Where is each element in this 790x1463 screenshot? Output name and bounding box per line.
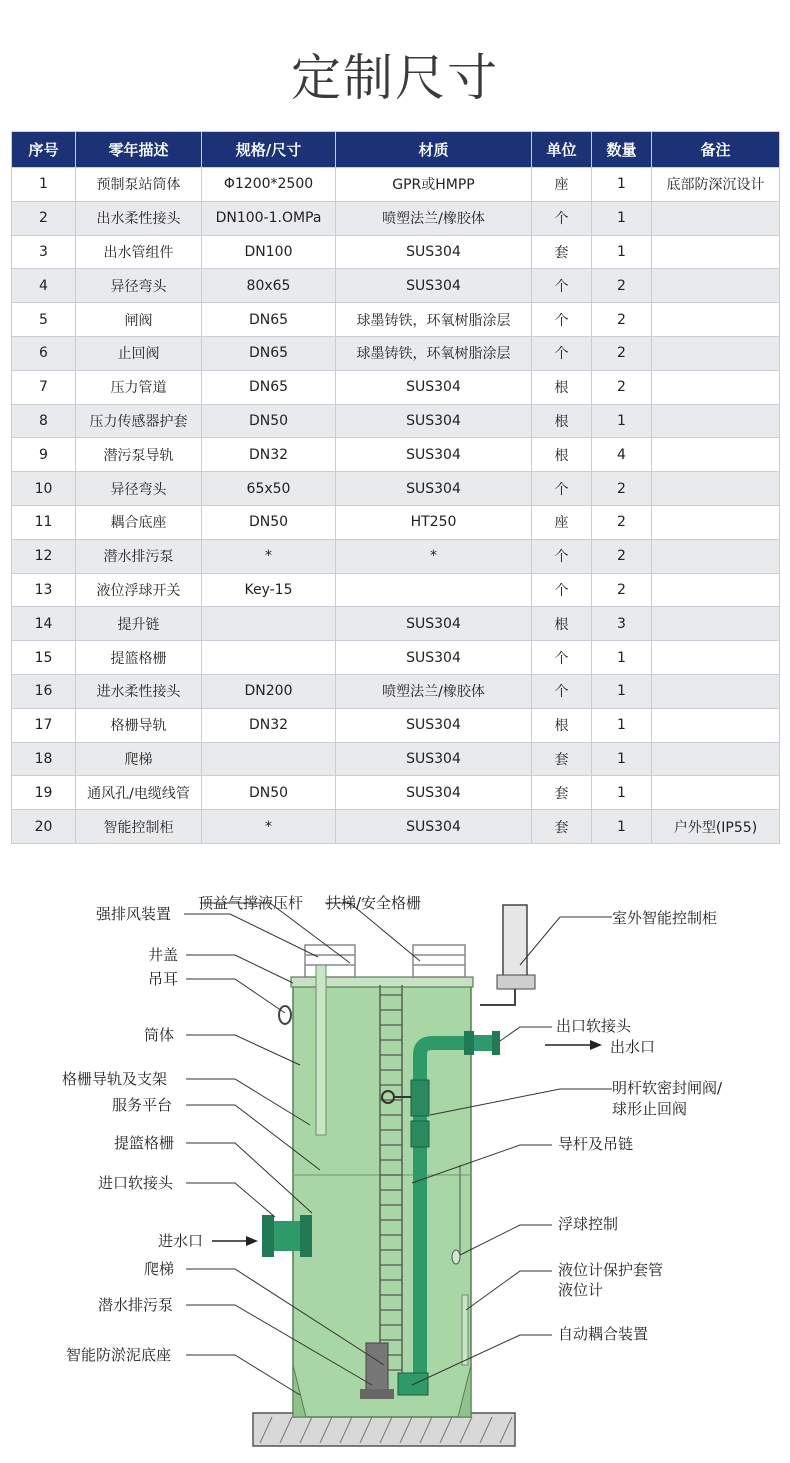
label-strut: 顶益气撑液压杆	[198, 894, 304, 912]
table-cell: 个	[532, 303, 592, 337]
table-cell	[652, 708, 780, 742]
label-valves-1: 明杆软密封闸阀/	[612, 1079, 723, 1097]
lug-icon	[279, 1006, 291, 1024]
table-row	[12, 201, 780, 235]
table-cell: DN100	[202, 235, 336, 269]
table-cell: 12	[12, 539, 76, 573]
label-cover: 井盖	[148, 946, 179, 964]
table-cell: 根	[532, 404, 592, 438]
table-cell: DN32	[202, 438, 336, 472]
cabinet-icon	[503, 905, 527, 977]
label-ladder: 爬梯	[144, 1260, 175, 1278]
table-row	[12, 573, 780, 607]
table-cell: SUS304	[336, 607, 532, 641]
outlet-joint-flange	[492, 1031, 500, 1055]
col-header: 零年描述	[76, 132, 202, 168]
table-row	[12, 708, 780, 742]
table-cell: 2	[592, 472, 652, 506]
table-cell: 套	[532, 810, 592, 844]
table-cell: 7	[12, 370, 76, 404]
table-cell: 智能控制柜	[76, 810, 202, 844]
table-row	[12, 641, 780, 675]
cabinet-base	[497, 975, 535, 989]
table-row	[12, 438, 780, 472]
label-lug: 吊耳	[148, 970, 179, 988]
table-cell: 耦合底座	[76, 505, 202, 539]
table-cell: SUS304	[336, 235, 532, 269]
inlet-arrowhead	[246, 1236, 258, 1246]
table-row	[12, 810, 780, 844]
table-cell: DN50	[202, 404, 336, 438]
table-cell	[652, 776, 780, 810]
table-cell: SUS304	[336, 708, 532, 742]
spec-table	[11, 131, 780, 844]
table-cell: 个	[532, 269, 592, 303]
table-cell: 个	[532, 674, 592, 708]
table-cell: 潜水排污泵	[76, 539, 202, 573]
table-cell: 个	[532, 641, 592, 675]
table-cell: 喷塑法兰/橡胶体	[336, 674, 532, 708]
table-cell: 座	[532, 505, 592, 539]
inlet-flange	[262, 1215, 274, 1257]
table-cell: 根	[532, 708, 592, 742]
label-cabinet: 室外智能控制柜	[612, 909, 718, 927]
table-cell: 2	[592, 573, 652, 607]
table-cell: 80x65	[202, 269, 336, 303]
table-cell	[652, 269, 780, 303]
label-ladder-top: 扶梯/安全格栅	[326, 894, 422, 912]
table-cell: 3	[592, 607, 652, 641]
table-row	[12, 776, 780, 810]
table-cell: SUS304	[336, 438, 532, 472]
col-header: 序号	[12, 132, 76, 168]
table-cell	[652, 201, 780, 235]
label-basket: 提篮格栅	[114, 1134, 175, 1152]
table-cell: 1	[592, 201, 652, 235]
table-cell: 9	[12, 438, 76, 472]
label-body: 筒体	[144, 1026, 175, 1044]
table-cell: DN100-1.OMPa	[202, 201, 336, 235]
ground-slab	[253, 1413, 515, 1446]
table-cell: SUS304	[336, 810, 532, 844]
table-cell: 19	[12, 776, 76, 810]
table-cell: 异径弯头	[76, 269, 202, 303]
table-row	[12, 539, 780, 573]
table-row	[12, 674, 780, 708]
table-cell: 套	[532, 235, 592, 269]
table-cell: DN65	[202, 370, 336, 404]
table-row	[12, 404, 780, 438]
table-cell: 1	[592, 810, 652, 844]
table-cell: 10	[12, 472, 76, 506]
table-cell: 个	[532, 201, 592, 235]
table-cell: *	[202, 810, 336, 844]
table-cell: DN50	[202, 505, 336, 539]
table-cell: 个	[532, 336, 592, 370]
gate-valve	[411, 1080, 429, 1116]
table-cell: 13	[12, 573, 76, 607]
table-cell: 压力传感器护套	[76, 404, 202, 438]
table-cell: 20	[12, 810, 76, 844]
table-cell: 个	[532, 539, 592, 573]
label-pump: 潜水排污泵	[98, 1296, 174, 1314]
inlet-joint-body	[274, 1221, 302, 1251]
table-cell: 个	[532, 472, 592, 506]
table-row	[12, 235, 780, 269]
table-cell: 个	[532, 573, 592, 607]
inlet-pipe-flange	[300, 1215, 312, 1257]
label-valves-2: 球形止回阀	[612, 1100, 688, 1118]
label-level-2: 液位计	[558, 1281, 604, 1299]
label-base: 智能防淤泥底座	[66, 1346, 172, 1364]
col-header: 单位	[532, 132, 592, 168]
table-cell: 8	[12, 404, 76, 438]
table-cell: DN50	[202, 776, 336, 810]
pump-station-diagram	[0, 865, 790, 1463]
table-cell: 17	[12, 708, 76, 742]
col-header: 材质	[336, 132, 532, 168]
table-cell: SUS304	[336, 269, 532, 303]
label-outlet-joint: 出口软接头	[556, 1017, 632, 1035]
table-cell: SUS304	[336, 742, 532, 776]
table-cell: 1	[592, 641, 652, 675]
table-cell: SUS304	[336, 472, 532, 506]
label-guide: 导杆及吊链	[558, 1135, 634, 1153]
table-cell: 进水柔性接头	[76, 674, 202, 708]
table-row	[12, 168, 780, 202]
vent-pipe	[316, 965, 326, 1135]
table-cell	[336, 573, 532, 607]
table-cell: 5	[12, 303, 76, 337]
table-cell: 爬梯	[76, 742, 202, 776]
table-row	[12, 269, 780, 303]
table-cell: 户外型(IP55)	[652, 810, 780, 844]
table-cell	[652, 742, 780, 776]
table-cell: 2	[592, 303, 652, 337]
table-cell: 底部防深沉设计	[652, 168, 780, 202]
table-cell: 65x50	[202, 472, 336, 506]
pump-base	[360, 1389, 394, 1399]
table-cell	[202, 742, 336, 776]
table-cell	[652, 641, 780, 675]
table-cell: *	[202, 539, 336, 573]
table-cell: *	[336, 539, 532, 573]
label-rail: 格栅导轨及支架	[62, 1070, 168, 1088]
table-cell: 根	[532, 370, 592, 404]
table-cell: Φ1200*2500	[202, 168, 336, 202]
table-cell: 提篮格栅	[76, 641, 202, 675]
table-cell: 1	[592, 235, 652, 269]
table-cell: Key-15	[202, 573, 336, 607]
table-cell: HT250	[336, 505, 532, 539]
col-header: 规格/尺寸	[202, 132, 336, 168]
table-cell	[652, 438, 780, 472]
table-row	[12, 370, 780, 404]
table-cell: 4	[12, 269, 76, 303]
label-level-1: 液位计保护套管	[558, 1261, 664, 1279]
label-outlet: 出水口	[610, 1038, 656, 1056]
col-header: 备注	[652, 132, 780, 168]
table-cell: 通风孔/电缆线管	[76, 776, 202, 810]
table-cell: 6	[12, 336, 76, 370]
table-cell: 球墨铸铁，环氧树脂涂层	[336, 303, 532, 337]
table-cell: 2	[12, 201, 76, 235]
table-cell: 预制泵站筒体	[76, 168, 202, 202]
table-cell: 1	[592, 168, 652, 202]
table-cell: 提升链	[76, 607, 202, 641]
table-header-row	[12, 132, 780, 168]
table-cell: 2	[592, 505, 652, 539]
table-cell: 根	[532, 438, 592, 472]
table-cell: 格栅导轨	[76, 708, 202, 742]
table-row	[12, 336, 780, 370]
col-header: 数量	[592, 132, 652, 168]
table-cell: 11	[12, 505, 76, 539]
table-cell: SUS304	[336, 404, 532, 438]
level-sleeve	[462, 1295, 468, 1365]
table-cell: 球墨铸铁，环氧树脂涂层	[336, 336, 532, 370]
table-cell: SUS304	[336, 776, 532, 810]
table-cell: 2	[592, 336, 652, 370]
table-cell: 异径弯头	[76, 472, 202, 506]
check-valve	[411, 1121, 429, 1147]
table-cell	[652, 539, 780, 573]
table-cell: GPR或HMPP	[336, 168, 532, 202]
table-cell: 4	[592, 438, 652, 472]
outlet-arrowhead	[590, 1040, 602, 1050]
table-cell: 1	[592, 674, 652, 708]
table-cell: 止回阀	[76, 336, 202, 370]
table-cell: DN200	[202, 674, 336, 708]
table-cell: SUS304	[336, 641, 532, 675]
table-cell: 2	[592, 539, 652, 573]
table-cell: 套	[532, 742, 592, 776]
page-title: 定制尺寸	[291, 49, 499, 107]
table-row	[12, 505, 780, 539]
railing-icon	[305, 945, 465, 977]
table-cell	[652, 303, 780, 337]
cabinet-conduit	[480, 989, 515, 1005]
outlet-joint-body	[474, 1035, 492, 1051]
table-cell: SUS304	[336, 370, 532, 404]
table-cell: 出水管组件	[76, 235, 202, 269]
table-cell: 3	[12, 235, 76, 269]
table-cell: DN65	[202, 336, 336, 370]
outlet-flange	[464, 1031, 474, 1055]
table-cell: 座	[532, 168, 592, 202]
table-cell: 根	[532, 607, 592, 641]
table-cell: 潜污泵导轨	[76, 438, 202, 472]
table-cell	[202, 607, 336, 641]
label-inlet-joint: 进口软接头	[98, 1174, 174, 1192]
table-cell: 1	[592, 742, 652, 776]
table-cell	[652, 505, 780, 539]
table-cell: DN32	[202, 708, 336, 742]
table-row	[12, 303, 780, 337]
table-cell	[202, 641, 336, 675]
table-cell	[652, 472, 780, 506]
label-fan: 强排风装置	[96, 905, 172, 923]
label-coupling: 自动耦合装置	[558, 1325, 649, 1343]
table-cell: 液位浮球开关	[76, 573, 202, 607]
table-cell	[652, 235, 780, 269]
label-platform: 服务平台	[112, 1096, 173, 1114]
table-cell	[652, 404, 780, 438]
table-row	[12, 742, 780, 776]
label-inlet: 进水口	[158, 1232, 204, 1250]
table-cell: 闸阀	[76, 303, 202, 337]
table-cell: 出水柔性接头	[76, 201, 202, 235]
table-cell: 压力管道	[76, 370, 202, 404]
float-ball-icon	[452, 1250, 460, 1264]
table-cell: 1	[592, 708, 652, 742]
table-cell: 喷塑法兰/橡胶体	[336, 201, 532, 235]
table-cell: 1	[592, 404, 652, 438]
table-cell: 套	[532, 776, 592, 810]
table-row	[12, 607, 780, 641]
table-cell	[652, 573, 780, 607]
table-cell: 18	[12, 742, 76, 776]
table-cell: 15	[12, 641, 76, 675]
table-cell: 2	[592, 269, 652, 303]
table-cell	[652, 674, 780, 708]
table-cell: 1	[12, 168, 76, 202]
table-row	[12, 472, 780, 506]
table-cell: DN65	[202, 303, 336, 337]
table-cell: 16	[12, 674, 76, 708]
table-cell	[652, 336, 780, 370]
table-cell	[652, 607, 780, 641]
table-cell: 14	[12, 607, 76, 641]
table-cell	[652, 370, 780, 404]
table-cell: 2	[592, 370, 652, 404]
table-cell: 1	[592, 776, 652, 810]
label-float: 浮球控制	[558, 1215, 619, 1233]
